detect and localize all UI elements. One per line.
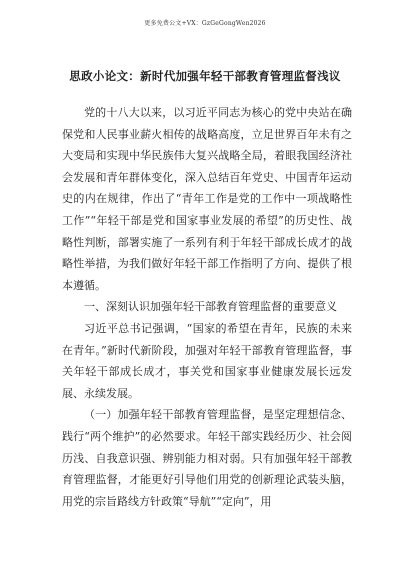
paragraph-intro: 党的十八大以来，以习近平同志为核心的党中央站在确保党和人民事业薪火相传的战略高度，立足世界百年未有之大变局和实现中华民族伟大复兴战略全局，着眼我国经济社会发展和青年群体变化，深入总结百年党史、中国青年运动史的内在规律，作出了“青年工作是党的工作中一项战略性工作”“年轻干部是党和国家事业发展的希望”的历史性、战略性判断，部署实施了一系列有利于年轻干部成长成才的战略性举措，为我们做好年轻干部工作指明了方向、提供了根本遵循。 (62, 106, 352, 292)
paragraph-quote: 习近平总书记强调，“国家的希望在青年，民族的未来在青年。”新时代新阶段，加强对年轻干部教育管理监督，事关年轻干部成长成才，事关党和国家事业健康发展长远发展、永续发展。 (62, 321, 352, 400)
document-body (62, 102, 352, 512)
section-heading-1: 一、深刻认识加强年轻干部教育管理监督的重要意义 (84, 300, 337, 314)
paragraph-point-1: （一）加强年轻干部教育管理监督，是坚定理想信念、践行“两个维护”的必然要求。年轻干部实践经历少、社会阅历浅、自我意识强、辨别能力相对弱。只有加强年轻干部教育管理监督，才能更好引导他们用党的创新理论武装头脑，用党的宗旨路线方针政策“导航”“定向”，用 (62, 408, 352, 508)
page-title: 思政小论文：新时代加强年轻干部教育管理监督浅议 (69, 69, 341, 83)
header-note: 更多免费公文+VX：GzGeGongWen2026 (144, 20, 266, 27)
